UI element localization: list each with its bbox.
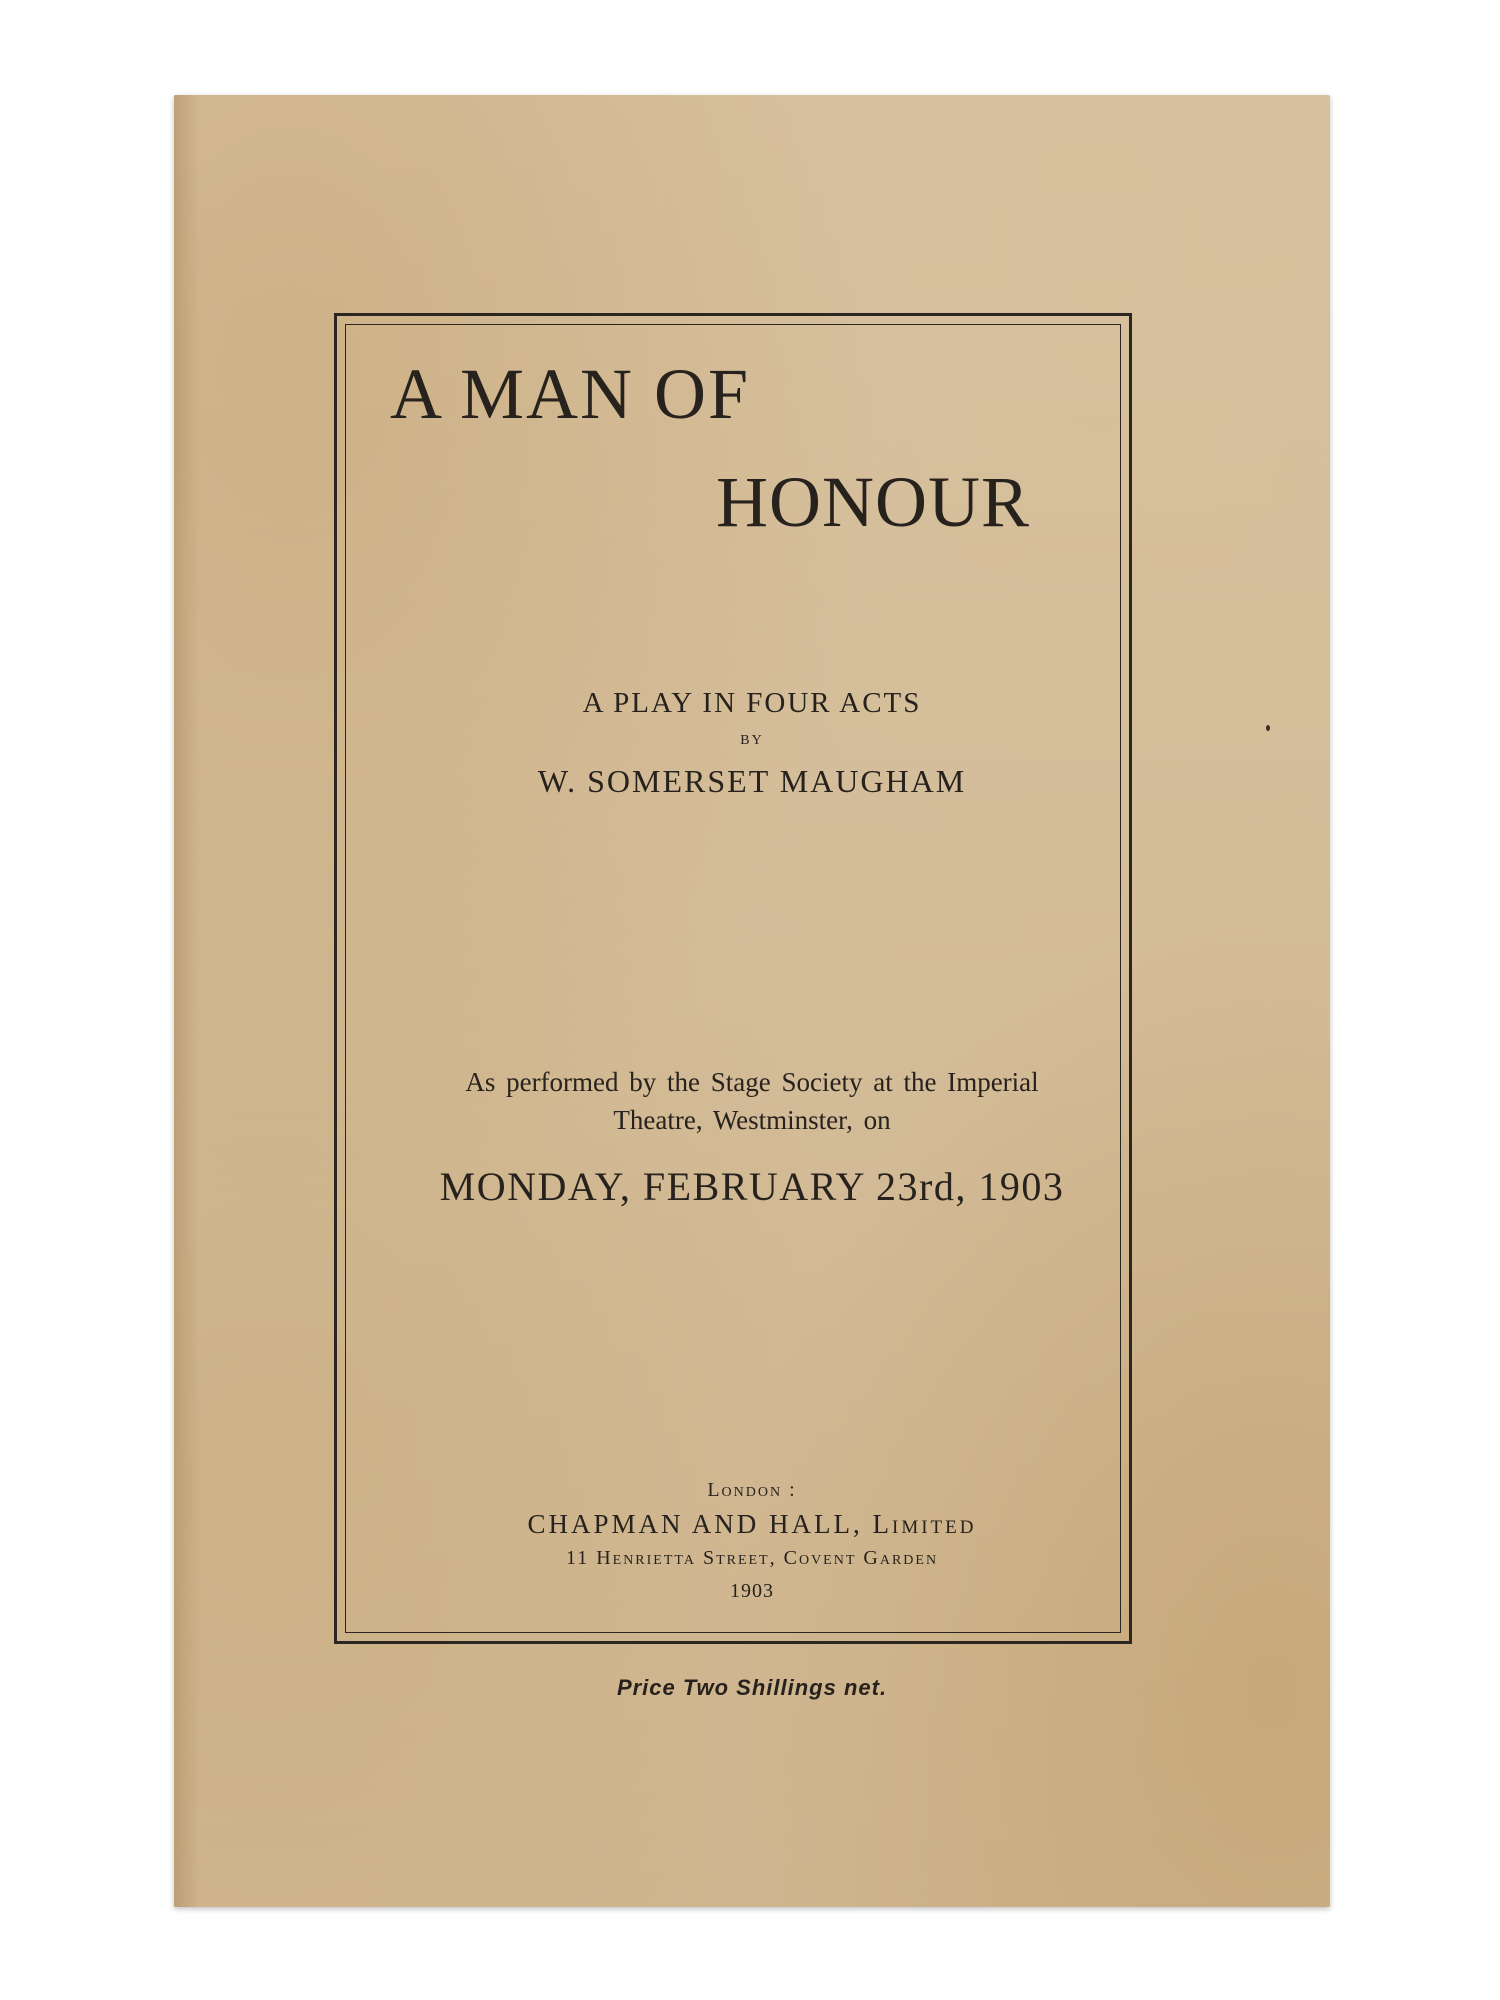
price-note: Price Two Shillings net. [616,1675,888,1700]
publisher-name-suffix: Limited [872,1509,977,1539]
subtitle: A PLAY IN FOUR ACTS [582,687,922,719]
title-line-1: A MAN OF [390,354,751,434]
publisher-name [174,1509,1330,1540]
performance-date: MONDAY, FEBRUARY 23rd, 1903 [439,1164,1065,1209]
publisher-address: 11 Henrietta Street, Covent Garden [565,1547,939,1569]
paper-speck [1266,725,1270,731]
publisher-city: London : [707,1479,797,1501]
author-name: W. SOMERSET MAUGHAM [537,763,967,799]
publisher-name-main: CHAPMAN AND HALL, [527,1509,873,1539]
by-label: BY [740,733,764,748]
performance-note-line-1: As performed by the Stage Society at the Imperial [465,1067,1039,1097]
publication-year: 1903 [730,1580,774,1602]
title-line-2: HONOUR [716,462,1031,542]
book-cover [174,95,1330,1907]
performance-note-line-2: Theatre, Westminster, on [613,1105,891,1135]
spine-edge [174,95,200,1907]
